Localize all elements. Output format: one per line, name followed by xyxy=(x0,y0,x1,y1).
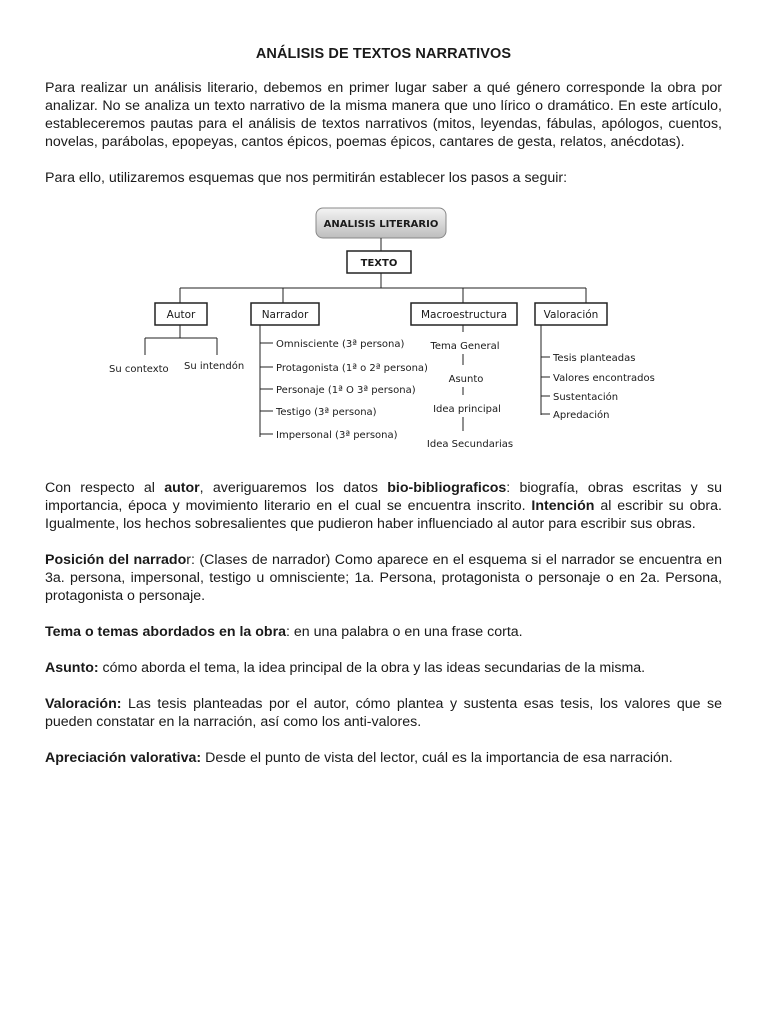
paragraph-text: al escribir su obra. Igualmente, los hechos sobresalientes que pudieron haber influenciado al autor para escribir sus obras. xyxy=(45,498,722,532)
macro-child: Tema General xyxy=(430,341,500,352)
valoracion-node-label: Valoración xyxy=(543,309,599,321)
asunto-paragraph xyxy=(45,659,722,677)
paragraph-text: : biografía, obras escritas y su importancia, época y movimiento literario en el cual se encuentra inscrito. xyxy=(45,480,722,514)
narrador-child: Impersonal (3ª persona) xyxy=(276,430,398,441)
paragraph-bold: Asunto: xyxy=(45,660,99,676)
macro-node-label: Macroestructura xyxy=(420,309,508,321)
paragraph-text: cómo aborda el tema, la idea principal de la obra y las ideas secundarias de la misma. xyxy=(98,660,646,676)
paragraph-bold: autor xyxy=(164,480,200,496)
paragraph-text: Las tesis planteadas por el autor, cómo plantea y sustenta esas tesis, los valores que se pueden constatar en la narración, así como los anti-valores. xyxy=(45,696,722,730)
paragraph-text: : en una palabra o en una frase corta. xyxy=(286,624,523,640)
narrador-child: Protagonista (1ª o 2ª persona) xyxy=(276,363,428,374)
paragraph-bold: Apreciación valorativa: xyxy=(45,750,202,766)
paragraph-bold: bio-bibliograficos xyxy=(387,480,507,496)
narrador-child: Omnisciente (3ª persona) xyxy=(276,339,405,350)
narrador-paragraph xyxy=(45,551,722,605)
tema-paragraph xyxy=(45,623,722,641)
macro-child: Asunto xyxy=(448,374,484,385)
valoracion-child: Sustentación xyxy=(553,392,619,403)
document-page xyxy=(45,46,722,785)
texto-node-label: TEXTO xyxy=(360,258,398,269)
macro-child: Idea Secundarias xyxy=(426,439,514,450)
valoracion-child: Valores encontrados xyxy=(553,373,655,384)
paragraph-bold: Valoración: xyxy=(45,696,122,712)
paragraph-text: , averiguaremos los datos xyxy=(199,480,388,496)
paragraph-text: Desde el punto de vista del lector, cuál es la importancia de esa narración. xyxy=(201,750,673,766)
paragraph-text: Con respecto al xyxy=(45,480,165,496)
valoracion-paragraph xyxy=(45,695,722,731)
valoracion-child: Tesis planteadas xyxy=(553,353,636,364)
narrador-child: Testigo (3ª persona) xyxy=(276,407,377,418)
literary-analysis-diagram xyxy=(45,205,722,457)
valoracion-child: Apredación xyxy=(553,410,610,421)
paragraph-bold: Tema o temas abordados en la obra xyxy=(45,624,286,640)
apreciacion-paragraph xyxy=(45,749,722,767)
narrador-child: Personaje (1ª O 3ª persona) xyxy=(276,385,416,396)
autor-paragraph xyxy=(45,479,722,533)
paragraph-text: r: (Clases de narrador) Como aparece en el esquema si el narrador se encuentra en 3a. persona, impersonal, testigo u omnisciente; 1a. Persona, protagonista o personaje o en 2a. Persona, protagonista o personaje. xyxy=(45,552,722,604)
paragraph-bold: Posición del narrado xyxy=(45,552,187,568)
paragraph-bold: Intención xyxy=(531,498,595,514)
document-title: ANÁLISIS DE TEXTOS NARRATIVOS xyxy=(255,46,512,62)
intro-paragraph: Para realizar un análisis literario, debemos en primer lugar saber a qué género corresponde la obra por analizar. No se analiza un texto narrativo de la misma manera que uno lírico o dramático. En este artículo, estableceremos pautas para el análisis de textos narrativos (mitos, leyendas, fábulas, apólogos, cuentos, novelas, parábolas, epopeyas, cantos épicos, poemas épicos, cantares de gesta, relatos, anécdotas). xyxy=(45,80,722,150)
macro-child: Idea principal xyxy=(433,404,501,415)
autor-node-label: Autor xyxy=(166,309,196,321)
autor-child: Su contexto xyxy=(109,364,169,375)
narrador-node-label: Narrador xyxy=(261,309,309,321)
autor-child: Su intendón xyxy=(184,361,245,372)
lead-in-paragraph: Para ello, utilizaremos esquemas que nos permitirán establecer los pasos a seguir: xyxy=(45,170,568,186)
root-node-label: ANALISIS LITERARIO xyxy=(323,219,439,230)
